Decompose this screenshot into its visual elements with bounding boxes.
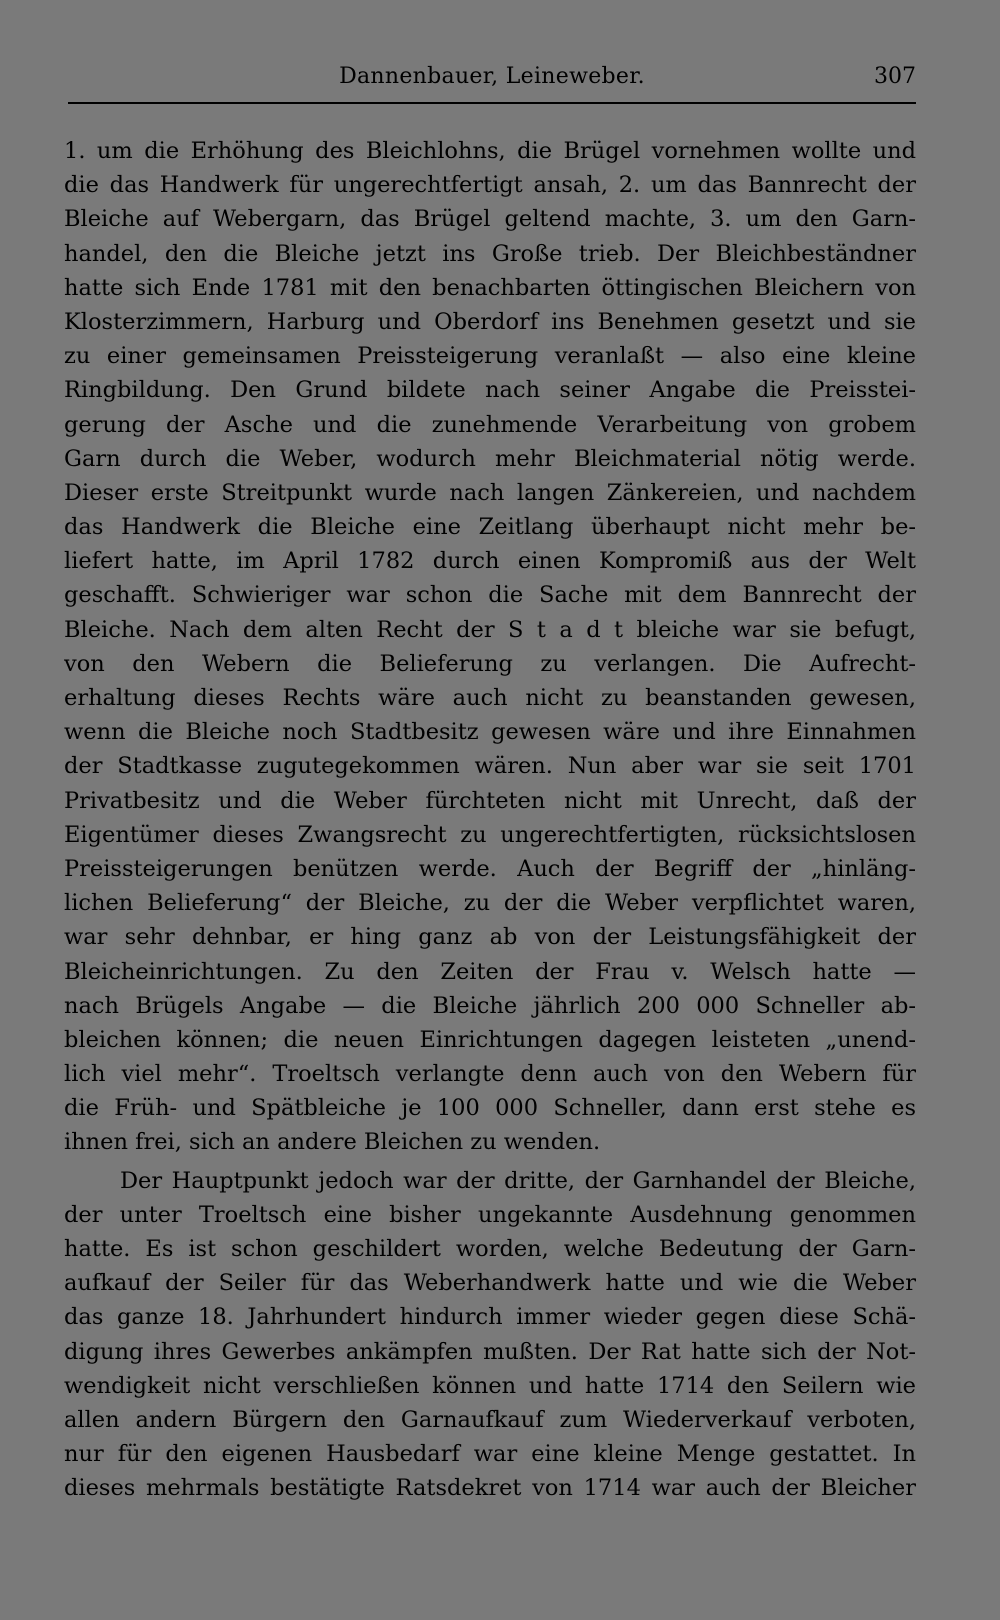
text-line: ihnen frei, sich an andere Bleichen zu wenden. — [64, 1129, 601, 1156]
text-line: gerung der Asche und die zunehmende Verarbeitung von grobem — [64, 411, 916, 438]
text-line: 1. um die Erhöhung des Bleichlohns, die Brügel vornehmen wollte und — [64, 138, 916, 164]
text-line: Garn durch die Weber, wodurch mehr Bleichmaterial nötig werde. — [64, 445, 916, 472]
text-line: die Früh- und Spätbleiche je 100 000 Schneller, dann erst stehe es — [64, 1095, 916, 1122]
text-line: Der Hauptpunkt jedoch war der dritte, der Garnhandel der Bleiche, — [120, 1167, 916, 1194]
text-line: das Handwerk die Bleiche eine Zeitlang überhaupt nicht mehr be- — [64, 514, 916, 541]
text-line: der unter Troeltsch eine bisher ungekannte Ausdehnung genommen — [64, 1201, 916, 1228]
paragraph-2 — [64, 1164, 916, 1506]
text-line: nach Brügels Angabe — die Bleiche jährlich 200 000 Schneller ab- — [64, 992, 916, 1019]
page-header — [68, 64, 916, 100]
text-line: Preissteigerungen benützen werde. Auch der Begriff der „hinläng- — [64, 855, 916, 882]
text-line: Bleiche. Nach dem alten Recht der S t a d t bleiche war sie befugt, — [64, 616, 916, 643]
text-line: war sehr dehnbar, er hing ganz ab von der Leistungsfähigkeit der — [64, 924, 916, 951]
text-line: dieses mehrmals bestätigte Ratsdekret von 1714 war auch der Bleicher — [64, 1475, 916, 1502]
text-line: das ganze 18. Jahrhundert hindurch immer wieder gegen diese Schä- — [64, 1304, 916, 1331]
text-line: die das Handwerk für ungerechtfertigt ansah, 2. um das Bannrecht der — [64, 172, 916, 199]
text-line: zu einer gemeinsamen Preissteigerung veranlaßt — also eine kleine — [64, 343, 916, 370]
page-number: 307 — [874, 64, 916, 89]
text-line: geschafft. Schwieriger war schon die Sache mit dem Bannrecht der — [64, 582, 916, 609]
text-line: lichen Belieferung“ der Bleiche, zu der die Weber verpflichtet waren, — [64, 890, 916, 917]
text-line: hatte sich Ende 1781 mit den benachbarten öttingischen Bleichern von — [64, 274, 916, 301]
text-line: liefert hatte, im April 1782 durch einen Kompromiß aus der Welt — [64, 548, 916, 575]
text-line: Bleiche auf Webergarn, das Brügel geltend machte, 3. um den Garn- — [64, 206, 916, 233]
text-line: Bleicheinrichtungen. Zu den Zeiten der Frau v. Welsch hatte — — [64, 958, 916, 985]
text-line: Dieser erste Streitpunkt wurde nach langen Zänkereien, und nachdem — [64, 479, 916, 506]
text-line: Eigentümer dieses Zwangsrecht zu ungerechtfertigten, rücksichtslosen — [64, 821, 916, 848]
text-line: hatte. Es ist schon geschildert worden, welche Bedeutung der Garn- — [64, 1236, 916, 1262]
text-line: Ringbildung. Den Grund bildete nach seiner Angabe die Preisstei- — [64, 377, 916, 404]
header-rule — [68, 102, 916, 104]
text-line: erhaltung dieses Rechts wäre auch nicht zu beanstanden gewesen, — [64, 685, 916, 711]
text-line: Klosterzimmern, Harburg und Oberdorf ins Benehmen gesetzt und sie — [64, 308, 916, 335]
text-line: von den Webern die Belieferung zu verlangen. Die Aufrecht- — [64, 650, 916, 677]
text-line: Privatbesitz und die Weber fürchteten nicht mit Unrecht, daß der — [64, 787, 916, 814]
text-line: nur für den eigenen Hausbedarf war eine kleine Menge gestattet. In — [64, 1441, 916, 1468]
text-line: allen andern Bürgern den Garnaufkauf zum Wiederverkauf verboten, — [64, 1406, 916, 1433]
text-line: digung ihres Gewerbes ankämpfen mußten. Der Rat hatte sich der Not- — [64, 1338, 916, 1365]
text-line: aufkauf der Seiler für das Weberhandwerk hatte und wie die Weber — [64, 1270, 916, 1297]
text-line: wenn die Bleiche noch Stadtbesitz gewesen wäre und ihre Einnahmen — [64, 719, 916, 746]
page-body — [64, 134, 916, 1506]
text-line: handel, den die Bleiche jetzt ins Große trieb. Der Bleichbeständner — [64, 240, 916, 267]
paragraph-1 — [64, 134, 916, 1160]
text-line: wendigkeit nicht verschließen können und hatte 1714 den Seilern wie — [64, 1372, 916, 1399]
text-line: lich viel mehr“. Troeltsch verlangte denn auch von den Webern für — [64, 1061, 916, 1088]
text-line: bleichen können; die neuen Einrichtungen dagegen leisteten „unend- — [64, 1026, 916, 1053]
running-head: Dannenbauer, Leineweber. — [339, 64, 645, 89]
text-line: der Stadtkasse zugutegekommen wären. Nun aber war sie seit 1701 — [64, 753, 916, 780]
